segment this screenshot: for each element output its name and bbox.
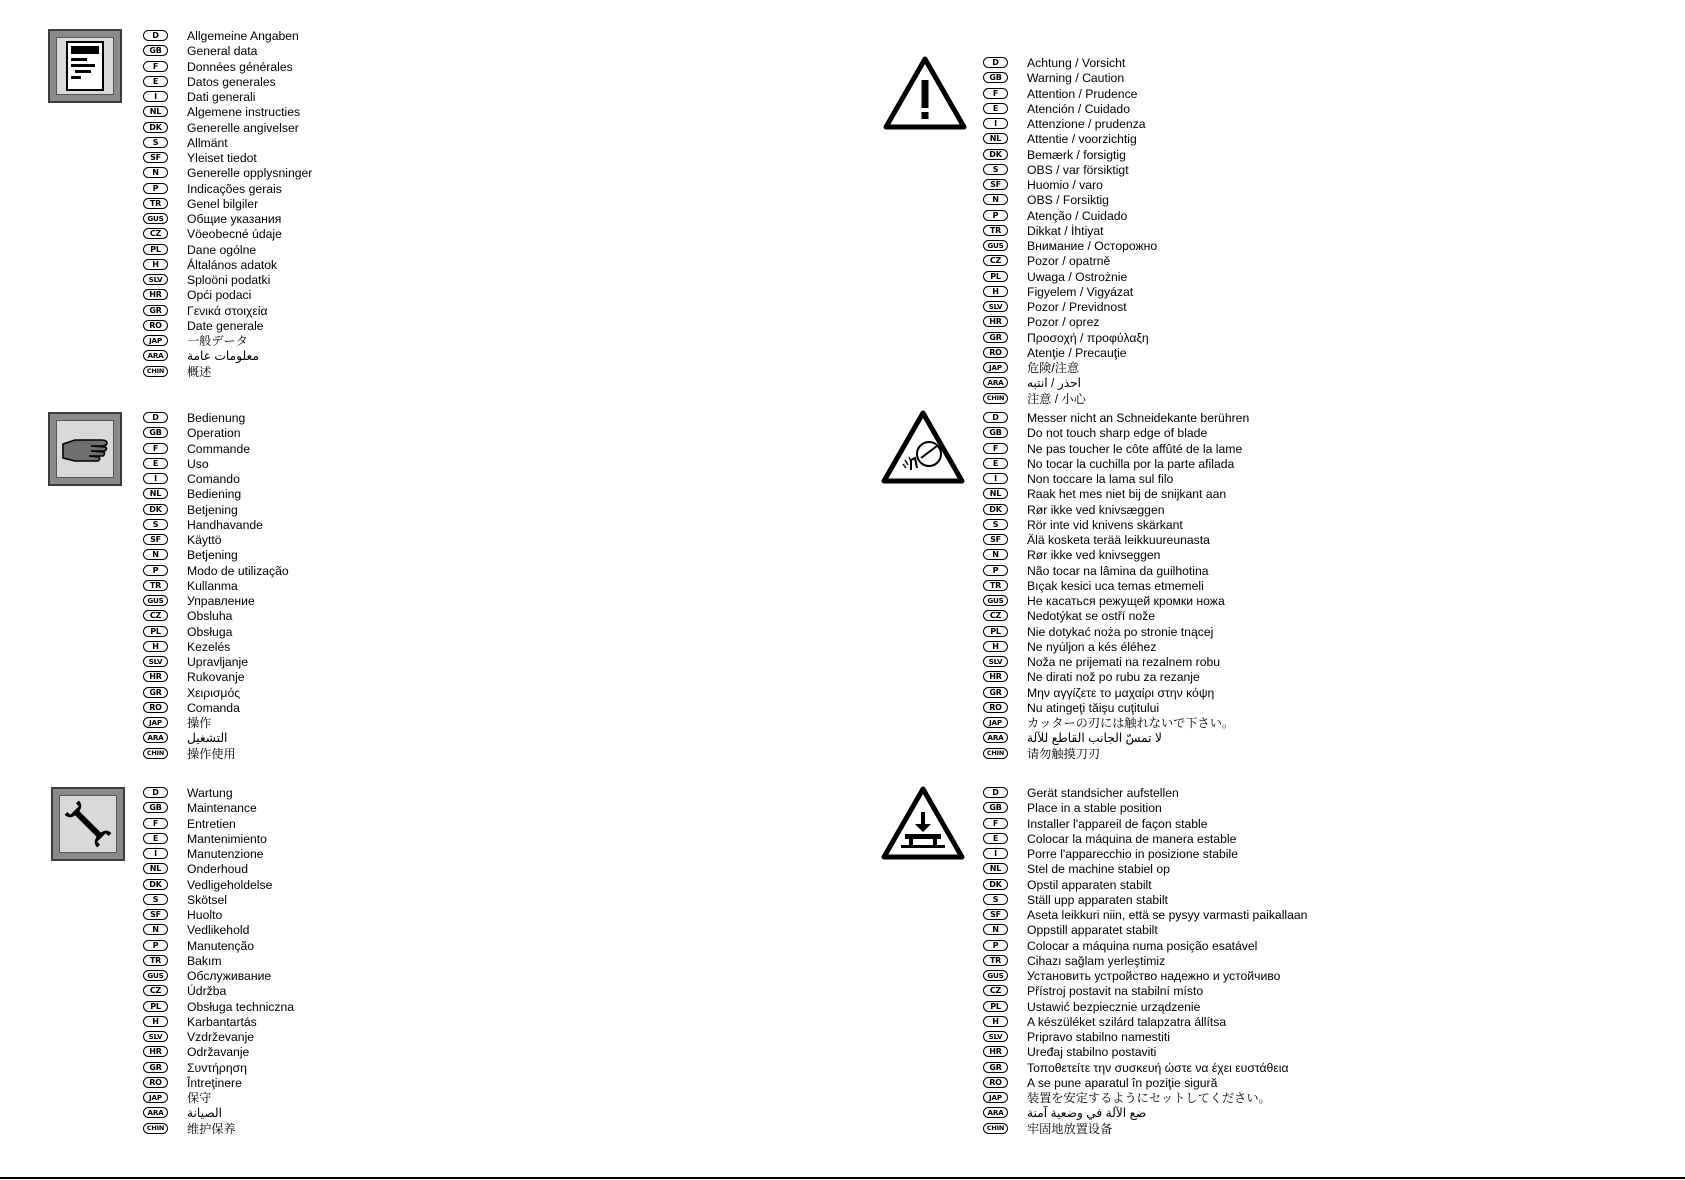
language-text: Commande <box>187 441 250 456</box>
language-text: Συντήρηση <box>187 1060 247 1075</box>
language-code-badge: TR <box>143 955 168 966</box>
language-text: Do not touch sharp edge of blade <box>1027 426 1208 441</box>
language-text: 概述 <box>187 364 212 379</box>
language-code-badge: DK <box>143 504 168 515</box>
language-text: Installer l'appareil de façon stable <box>1027 816 1208 831</box>
language-code-badge: GB <box>983 72 1008 83</box>
language-code-badge: I <box>143 473 168 484</box>
language-code-badge: JAP <box>143 1092 168 1103</box>
language-text: 装置を安定するようにセットしてください。 <box>1027 1091 1271 1105</box>
language-code-badge: F <box>143 443 168 454</box>
language-text: Attenzione / prudenza <box>1027 117 1146 131</box>
language-code-badge: CHIN <box>983 393 1008 404</box>
language-code-badge: I <box>983 473 1008 484</box>
language-code-badge: S <box>143 894 168 905</box>
language-code-badge: ARA <box>983 732 1008 743</box>
language-text: التشغيل <box>187 731 228 746</box>
language-text: Comando <box>187 472 240 486</box>
language-code-badge: E <box>143 833 168 844</box>
language-text: Operation <box>187 426 241 441</box>
language-code-badge: N <box>983 924 1008 935</box>
language-code-badge: N <box>143 167 168 178</box>
language-text: Dati generali <box>187 90 256 104</box>
language-text: Colocar la máquina de manera estable <box>1027 831 1237 846</box>
language-text: Uso <box>187 456 209 471</box>
language-code-badge: JAP <box>143 717 168 728</box>
language-code-badge: DK <box>983 149 1008 160</box>
language-code-badge: SLV <box>983 656 1008 667</box>
language-code-badge: JAP <box>983 362 1008 373</box>
language-code-badge: HR <box>143 289 168 300</box>
language-text: Kullanma <box>187 578 238 593</box>
language-text: No tocar la cuchilla por la parte afilada <box>1027 456 1235 471</box>
language-text: Γενικά στοιχεία <box>187 303 268 318</box>
language-text: 操作使用 <box>187 746 236 761</box>
language-text: Atención / Cuidado <box>1027 101 1130 116</box>
language-text: Dikkat / İhtiyat <box>1027 223 1104 238</box>
language-text: Skötsel <box>187 892 227 907</box>
language-text: Τοποθετείτε την συσκευή ώστε να έχει ευστάθεια <box>1027 1060 1289 1075</box>
language-text: Algemene instructies <box>187 105 301 120</box>
language-code-badge: SLV <box>143 1031 168 1042</box>
language-text: Pripravo stabilno namestiti <box>1027 1030 1170 1044</box>
language-code-badge: SF <box>143 534 168 545</box>
language-text: Общие указания <box>187 212 282 226</box>
language-text: ضع الآلة في وضعية آمنة <box>1027 1106 1147 1121</box>
language-code-badge: N <box>143 549 168 560</box>
language-text: Achtung / Vorsicht <box>1027 56 1126 70</box>
language-code-badge: P <box>983 210 1008 221</box>
language-code-badge: PL <box>143 626 168 637</box>
language-code-badge: F <box>143 818 168 829</box>
language-text: Opći podaci <box>187 288 252 303</box>
language-code-badge: ARA <box>143 1107 168 1118</box>
language-code-badge: RO <box>983 1077 1008 1088</box>
language-code-badge: N <box>143 924 168 935</box>
language-text: Χειρισμός <box>187 685 241 700</box>
language-code-badge: ARA <box>143 732 168 743</box>
language-text: Attentie / voorzichtig <box>1027 132 1137 147</box>
language-text: Generelle opplysninger <box>187 166 313 181</box>
language-code-badge: GR <box>983 687 1008 698</box>
language-code-badge: SF <box>983 179 1008 190</box>
language-code-badge: S <box>143 137 168 148</box>
language-text: Внимание / Осторожно <box>1027 239 1158 253</box>
language-text: Rør ikke ved knivseggen <box>1027 548 1161 563</box>
language-code-badge: P <box>983 565 1008 576</box>
language-code-badge: S <box>143 519 168 530</box>
language-code-badge: D <box>983 412 1008 423</box>
manual-icon <box>48 29 122 103</box>
language-code-badge: D <box>143 412 168 423</box>
language-code-badge: E <box>143 76 168 87</box>
language-code-badge: H <box>143 641 168 652</box>
language-code-badge: RO <box>143 320 168 331</box>
language-text: Cihazı sağlam yerleştimiz <box>1027 953 1166 968</box>
language-text: Données générales <box>187 59 293 74</box>
language-text: Általános adatok <box>187 257 278 272</box>
language-text: Stel de machine stabiel op <box>1027 862 1170 877</box>
language-text: A se pune aparatul în poziţie sigură <box>1027 1075 1218 1090</box>
language-text: Não tocar na lâmina da guilhotina <box>1027 563 1209 578</box>
language-text: Betjening <box>187 502 238 517</box>
language-text: Place in a stable position <box>1027 801 1162 816</box>
language-code-badge: ARA <box>143 350 168 361</box>
language-code-badge: E <box>983 103 1008 114</box>
language-code-badge: TR <box>143 198 168 209</box>
language-text: Obsługa techniczna <box>187 999 295 1014</box>
language-text: Μην αγγίζετε το μαχαίρι στην κόψη <box>1027 685 1215 700</box>
language-text: Не касаться режущей кромки ножа <box>1027 594 1225 608</box>
language-text: Uwaga / Ostrożnie <box>1027 269 1128 284</box>
language-text: Obsluha <box>187 609 233 624</box>
language-text: General data <box>187 44 258 59</box>
language-code-badge: I <box>983 118 1008 129</box>
language-text: Atenção / Cuidado <box>1027 208 1128 223</box>
language-code-badge: F <box>983 443 1008 454</box>
language-text: Nu atingeţi tăişu cuţitului <box>1027 700 1160 715</box>
language-code-badge: GR <box>143 1062 168 1073</box>
wrench-icon <box>51 787 125 861</box>
language-code-badge: CHIN <box>143 366 168 377</box>
language-text: Messer nicht an Schneidekante berühren <box>1027 411 1250 425</box>
language-code-badge: SLV <box>983 301 1008 312</box>
language-text: Manutenção <box>187 938 255 953</box>
language-code-badge: H <box>983 1016 1008 1027</box>
language-text: Kezelés <box>187 639 231 654</box>
language-code-badge: H <box>143 1016 168 1027</box>
language-code-badge: HR <box>143 671 168 682</box>
language-text: Ne pas toucher le côte affûté de la lame <box>1027 441 1243 456</box>
language-code-badge: SF <box>143 152 168 163</box>
language-code-badge: N <box>983 549 1008 560</box>
language-code-badge: CHIN <box>143 748 168 759</box>
language-text: Allmänt <box>187 135 228 150</box>
language-text: Modo de utilização <box>187 563 289 578</box>
language-code-badge: E <box>143 458 168 469</box>
language-text: 操作 <box>187 716 212 730</box>
language-text: Karbantartás <box>187 1014 257 1029</box>
language-code-badge: JAP <box>143 335 168 346</box>
language-code-badge: P <box>143 183 168 194</box>
language-text: Colocar a máquina numa posição esatável <box>1027 938 1258 953</box>
language-code-badge: GUS <box>983 970 1008 981</box>
language-text: Warning / Caution <box>1027 71 1125 86</box>
language-text: لا تمسّ الجانب القاطع للآلة <box>1027 731 1162 746</box>
language-text: Maintenance <box>187 801 257 816</box>
language-text: Pozor / Previdnost <box>1027 300 1127 314</box>
language-code-badge: E <box>983 458 1008 469</box>
language-code-badge: GUS <box>143 970 168 981</box>
language-text: Управление <box>187 594 255 608</box>
language-code-badge: TR <box>983 225 1008 236</box>
language-code-badge: NL <box>983 863 1008 874</box>
language-code-badge: GUS <box>143 595 168 606</box>
language-text: Vöeobecné údaje <box>187 227 282 242</box>
language-code-badge: DK <box>143 122 168 133</box>
language-code-badge: RO <box>143 1077 168 1088</box>
language-code-badge: H <box>143 259 168 270</box>
language-code-badge: NL <box>143 106 168 117</box>
language-code-badge: GUS <box>143 213 168 224</box>
stable-position-icon <box>881 786 965 860</box>
language-code-badge: PL <box>983 271 1008 282</box>
language-text: Date generale <box>187 318 264 333</box>
language-code-badge: D <box>983 57 1008 68</box>
language-text: Oppstill apparatet stabilt <box>1027 923 1158 938</box>
language-text: Προσοχή / προφύλαξη <box>1027 330 1149 345</box>
language-text: Porre l'apparecchio in posizione stabile <box>1027 847 1238 861</box>
language-text: Attention / Prudence <box>1027 86 1138 101</box>
language-code-badge: GB <box>983 802 1008 813</box>
language-text: Rör inte vid knivens skärkant <box>1027 517 1183 532</box>
hand-icon <box>48 412 122 486</box>
language-code-badge: GR <box>983 332 1008 343</box>
language-text: Bedienung <box>187 411 246 425</box>
language-code-badge: P <box>983 940 1008 951</box>
language-text: Nedotýkat se ostří nože <box>1027 609 1156 624</box>
language-code-badge: JAP <box>983 1092 1008 1103</box>
language-code-badge: DK <box>983 879 1008 890</box>
language-text: Vedlikehold <box>187 923 250 938</box>
language-code-badge: TR <box>983 580 1008 591</box>
language-text: Gerät standsicher aufstellen <box>1027 786 1179 800</box>
language-code-badge: TR <box>983 955 1008 966</box>
language-code-badge: CHIN <box>983 748 1008 759</box>
language-code-badge: D <box>143 30 168 41</box>
language-code-badge: PL <box>983 626 1008 637</box>
language-text: Održavanje <box>187 1045 250 1060</box>
warning-exclamation-icon <box>883 56 967 130</box>
language-code-badge: DK <box>983 504 1008 515</box>
language-text: Noža ne prijemati na rezalnem robu <box>1027 655 1221 669</box>
language-text: احذر / انتبه <box>1027 376 1082 391</box>
language-text: Figyelem / Vigyázat <box>1027 284 1134 299</box>
blade-warning-icon <box>881 410 965 484</box>
language-text: Sploöni podatki <box>187 273 271 287</box>
language-text: Rør ikke ved knivsæggen <box>1027 502 1165 517</box>
language-code-badge: P <box>143 940 168 951</box>
language-text: Bakım <box>187 953 222 968</box>
language-code-badge: D <box>983 787 1008 798</box>
language-text: 危険/注意 <box>1027 361 1080 375</box>
language-text: Přístroj postavit na stabilní místo <box>1027 984 1204 999</box>
language-code-badge: SLV <box>143 274 168 285</box>
language-code-badge: P <box>143 565 168 576</box>
language-text: Vzdrževanje <box>187 1030 255 1044</box>
language-text: Comanda <box>187 700 240 715</box>
language-code-badge: GUS <box>983 240 1008 251</box>
language-code-badge: SLV <box>983 1031 1008 1042</box>
language-text: Handhavande <box>187 517 263 532</box>
language-code-badge: CZ <box>143 228 168 239</box>
language-text: Genel bilgiler <box>187 196 259 211</box>
language-text: 维护保养 <box>187 1121 236 1136</box>
language-text: Allgemeine Angaben <box>187 29 299 43</box>
language-text: Pozor / opatrně <box>1027 254 1111 269</box>
language-text: Ne dirati nož po rubu za rezanje <box>1027 670 1200 685</box>
language-code-badge: F <box>983 818 1008 829</box>
language-code-badge: JAP <box>983 717 1008 728</box>
language-code-badge: GB <box>983 427 1008 438</box>
language-text: 注意 / 小心 <box>1027 391 1086 406</box>
language-text: 请勿触摸刀刃 <box>1027 746 1101 761</box>
language-text: Atenţie / Precauţie <box>1027 345 1127 360</box>
language-text: OBS / var försiktigt <box>1027 162 1129 177</box>
language-text: Generelle angivelser <box>187 120 299 135</box>
language-text: Nie dotykać noża po stronie tnącej <box>1027 624 1214 639</box>
language-code-badge: H <box>983 286 1008 297</box>
language-text: Rukovanje <box>187 670 245 685</box>
language-code-badge: SF <box>143 909 168 920</box>
language-text: Datos generales <box>187 74 276 89</box>
language-code-badge: HR <box>143 1046 168 1057</box>
language-text: Huomio / varo <box>1027 178 1103 192</box>
language-code-badge: CZ <box>983 610 1008 621</box>
language-code-badge: PL <box>983 1001 1008 1012</box>
language-code-badge: RO <box>983 702 1008 713</box>
language-text: Uređaj stabilno postaviti <box>1027 1045 1157 1060</box>
language-code-badge: NL <box>983 133 1008 144</box>
language-code-badge: S <box>983 894 1008 905</box>
language-code-badge: SF <box>983 909 1008 920</box>
language-text: カッターの刃には触れないで下さい。 <box>1027 716 1235 730</box>
language-code-badge: CZ <box>983 985 1008 996</box>
language-code-badge: N <box>983 194 1008 205</box>
language-code-badge: SLV <box>143 656 168 667</box>
language-code-badge: HR <box>983 316 1008 327</box>
language-code-badge: CZ <box>983 255 1008 266</box>
language-code-badge: HR <box>983 671 1008 682</box>
language-text: Obsługa <box>187 624 233 639</box>
language-code-badge: PL <box>143 1001 168 1012</box>
language-text: Betjening <box>187 548 238 563</box>
language-code-badge: HR <box>983 1046 1008 1057</box>
language-code-badge: GR <box>143 305 168 316</box>
language-code-badge: I <box>143 91 168 102</box>
language-text: Non toccare la lama sul filo <box>1027 472 1174 486</box>
language-text: Entretien <box>187 816 236 831</box>
language-code-badge: S <box>983 164 1008 175</box>
language-text: Întreţinere <box>187 1075 242 1090</box>
language-code-badge: I <box>143 848 168 859</box>
language-code-badge: S <box>983 519 1008 530</box>
language-text: Aseta leikkuri niin, että se pysyy varmasti paikallaan <box>1027 908 1308 922</box>
language-code-badge: ARA <box>983 1107 1008 1118</box>
language-code-badge: ARA <box>983 377 1008 388</box>
language-code-badge: H <box>983 641 1008 652</box>
language-text: Bediening <box>187 487 242 502</box>
language-text: Обслуживание <box>187 969 272 983</box>
language-text: Raak het mes niet bij de snijkant aan <box>1027 487 1227 502</box>
language-text: 牢固地放置设备 <box>1027 1121 1113 1136</box>
language-code-badge: CZ <box>143 985 168 996</box>
language-text: Upravljanje <box>187 655 248 669</box>
language-code-badge: F <box>983 88 1008 99</box>
language-text: A készüléket szilárd talapzatra állítsa <box>1027 1014 1227 1029</box>
language-text: 保守 <box>187 1091 212 1105</box>
language-text: Bıçak kesici uca temas etmemeli <box>1027 578 1204 593</box>
language-code-badge: D <box>143 787 168 798</box>
language-code-badge: I <box>983 848 1008 859</box>
language-text: Ställ upp apparaten stabilt <box>1027 892 1168 907</box>
language-code-badge: CHIN <box>143 1123 168 1134</box>
language-code-badge: DK <box>143 879 168 890</box>
language-text: Ustawić bezpiecznie urządzenie <box>1027 999 1201 1014</box>
language-code-badge: GR <box>983 1062 1008 1073</box>
language-text: 一般データ <box>187 334 248 348</box>
language-text: Ne nyúljon a kés éléhez <box>1027 639 1157 654</box>
language-text: Dane ogólne <box>187 242 257 257</box>
language-code-badge: E <box>983 833 1008 844</box>
language-code-badge: GUS <box>983 595 1008 606</box>
language-code-badge: TR <box>143 580 168 591</box>
language-code-badge: RO <box>983 347 1008 358</box>
language-text: الصيانة <box>187 1106 222 1121</box>
language-text: Bemærk / forsigtig <box>1027 147 1126 162</box>
language-code-badge: GB <box>143 427 168 438</box>
language-text: Wartung <box>187 786 233 800</box>
language-code-badge: NL <box>143 488 168 499</box>
language-text: Yleiset tiedot <box>187 151 257 165</box>
language-code-badge: RO <box>143 702 168 713</box>
language-text: Onderhoud <box>187 862 248 877</box>
language-text: Vedligeholdelse <box>187 877 273 892</box>
language-code-badge: F <box>143 61 168 72</box>
language-text: Indicações gerais <box>187 181 282 196</box>
language-text: Pozor / oprez <box>1027 315 1100 330</box>
language-text: Mantenimiento <box>187 831 267 846</box>
language-code-badge: PL <box>143 244 168 255</box>
language-code-badge: NL <box>143 863 168 874</box>
language-code-badge: GR <box>143 687 168 698</box>
language-text: Opstil apparaten stabilt <box>1027 877 1152 892</box>
language-text: Установить устройство надежно и устойчиво <box>1027 969 1281 983</box>
language-code-badge: SF <box>983 534 1008 545</box>
language-code-badge: GB <box>143 45 168 56</box>
language-text: Huolto <box>187 908 223 922</box>
language-code-badge: CHIN <box>983 1123 1008 1134</box>
language-code-badge: CZ <box>143 610 168 621</box>
language-text: Älä kosketa terää leikkuureunasta <box>1027 533 1210 547</box>
language-text: معلومات عامة <box>187 349 259 364</box>
language-text: Käyttö <box>187 533 222 547</box>
language-text: Manutenzione <box>187 847 264 861</box>
language-text: OBS / Forsiktig <box>1027 193 1109 208</box>
page-bottom-rule <box>0 1177 1685 1179</box>
language-code-badge: GB <box>143 802 168 813</box>
language-code-badge: NL <box>983 488 1008 499</box>
language-text: Údržba <box>187 984 227 999</box>
